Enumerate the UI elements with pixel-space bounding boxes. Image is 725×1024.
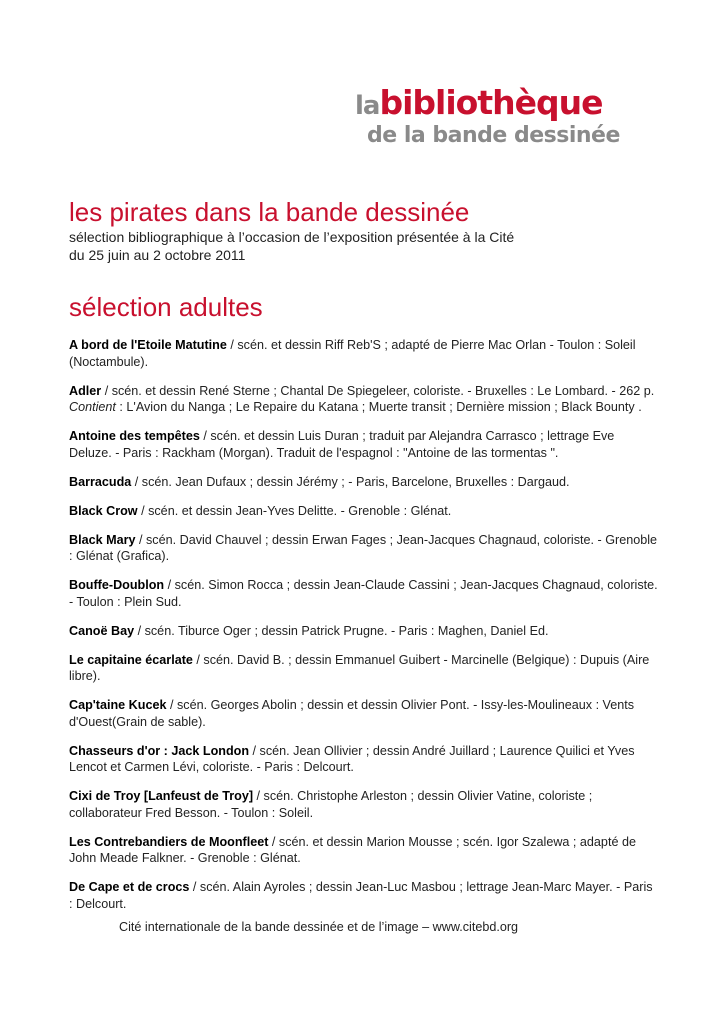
- entry-title: Cixi de Troy [Lanfeust de Troy]: [69, 789, 254, 803]
- list-item: [69, 577, 659, 610]
- entry-title: Black Mary: [69, 532, 136, 547]
- entry-title: Antoine des tempêtes: [69, 429, 200, 443]
- entry-title: Adler: [69, 383, 102, 398]
- subtitle-line-2: du 25 juin au 2 octobre 2011: [69, 247, 246, 263]
- entry-title: Bouffe-Doublon: [69, 578, 165, 592]
- entry-text: / scén. et dessin René Sterne ; Chantal De Spiegeleer, coloriste. - Bruxelles : Le Lombard. - 262 p.: [101, 383, 655, 398]
- list-item: [69, 428, 659, 461]
- entry-text: / scén. Tiburce Oger ; dessin Patrick Prugne. - Paris : Maghen, Daniel Ed.: [134, 623, 549, 638]
- library-logo: [355, 83, 645, 148]
- list-item: [69, 474, 659, 491]
- logo-la: la: [355, 91, 380, 121]
- entry-text: / scén. et dessin Jean-Yves Delitte. - Grenoble : Glénat.: [137, 503, 452, 518]
- list-item: [69, 503, 659, 520]
- entry-title: Black Crow: [69, 503, 138, 518]
- entry-title: Canoë Bay: [69, 623, 135, 638]
- entry-text: / scén. Simon Rocca ; dessin Jean-Claude Cassini ; Jean-Jacques Chagnaud, coloriste. - Toulon : Plein Sud.: [69, 578, 658, 609]
- entry-text: / scén. Christophe Arleston ; dessin Olivier Vatine, coloriste ; collaborateur Fred Besson. - Toulon : Soleil.: [69, 789, 593, 820]
- list-item: [69, 788, 659, 821]
- entry-text: / scén. David B. ; dessin Emmanuel Guibert - Marcinelle (Belgique) : Dupuis (Aire libre).: [69, 652, 650, 683]
- entry-text: / scén. et dessin Luis Duran ; traduit par Alejandra Carrasco ; lettrage Eve Deluze. - Paris : Rackham (Morgan). Traduit de l'espagnol : "Antoine de las tormentas ".: [69, 429, 615, 460]
- entry-italic: Contient: [69, 400, 116, 414]
- list-item: [69, 743, 659, 776]
- entry-text: / scén. Georges Abolin ; dessin et dessin Olivier Pont. - Issy-les-Moulineaux : Vents d'Ouest(Grain de sable).: [69, 698, 635, 729]
- entry-title: Cap'taine Kucek: [69, 698, 167, 712]
- entry-text: / scén. David Chauvel ; dessin Erwan Fages ; Jean-Jacques Chagnaud, coloriste. - Grenoble : Glénat (Grafica).: [69, 532, 658, 563]
- entry-title: Les Contrebandiers de Moonfleet: [69, 834, 269, 849]
- logo-subtitle: de la bande dessinée: [367, 123, 620, 148]
- bibliography-list: [69, 337, 659, 925]
- entry-text: / scén. et dessin Riff Reb'S ; adapté de Pierre Mac Orlan - Toulon : Soleil (Noctambule).: [69, 338, 636, 369]
- entry-title: De Cape et de crocs: [69, 880, 190, 894]
- entry-text-2: : L'Avion du Nanga ; Le Repaire du Katana ; Muerte transit ; Dernière mission ; Black Bounty .: [115, 400, 642, 414]
- entry-title: Barracuda: [69, 474, 132, 489]
- document-subtitle: [69, 228, 669, 264]
- entry-title: Le capitaine écarlate: [69, 652, 193, 667]
- page-footer: Cité internationale de la bande dessinée et de l’image – www.citebd.org: [119, 920, 519, 934]
- list-item: [69, 879, 659, 912]
- list-item: [69, 652, 659, 685]
- list-item: [69, 337, 659, 370]
- entry-title: A bord de l'Etoile Matutine: [69, 338, 227, 352]
- list-item: [69, 383, 659, 416]
- entry-text: / scén. et dessin Marion Mousse ; scén. Igor Szalewa ; adapté de John Meade Falkner. - Grenoble : Glénat.: [69, 834, 636, 865]
- entry-text: / scén. Alain Ayroles ; dessin Jean-Luc Masbou ; lettrage Jean-Marc Mayer. - Paris : Delcourt.: [69, 880, 653, 911]
- list-item: [69, 623, 659, 640]
- entry-title: Chasseurs d'or : Jack London: [69, 743, 250, 758]
- document-title: les pirates dans la bande dessinée: [69, 197, 470, 227]
- subtitle-line-1: sélection bibliographique à l’occasion de l’exposition présentée à la Cité: [69, 229, 515, 245]
- logo-bibliotheque: bibliothèque: [379, 83, 603, 122]
- section-title: sélection adultes: [69, 292, 263, 322]
- list-item: [69, 834, 659, 867]
- list-item: [69, 532, 659, 565]
- list-item: [69, 697, 659, 730]
- entry-text: / scén. Jean Ollivier ; dessin André Juillard ; Laurence Quilici et Yves Lencot et Carmen Lévi, coloriste. - Paris : Delcourt.: [69, 743, 635, 774]
- entry-text: / scén. Jean Dufaux ; dessin Jérémy ; - Paris, Barcelone, Bruxelles : Dargaud.: [131, 474, 570, 489]
